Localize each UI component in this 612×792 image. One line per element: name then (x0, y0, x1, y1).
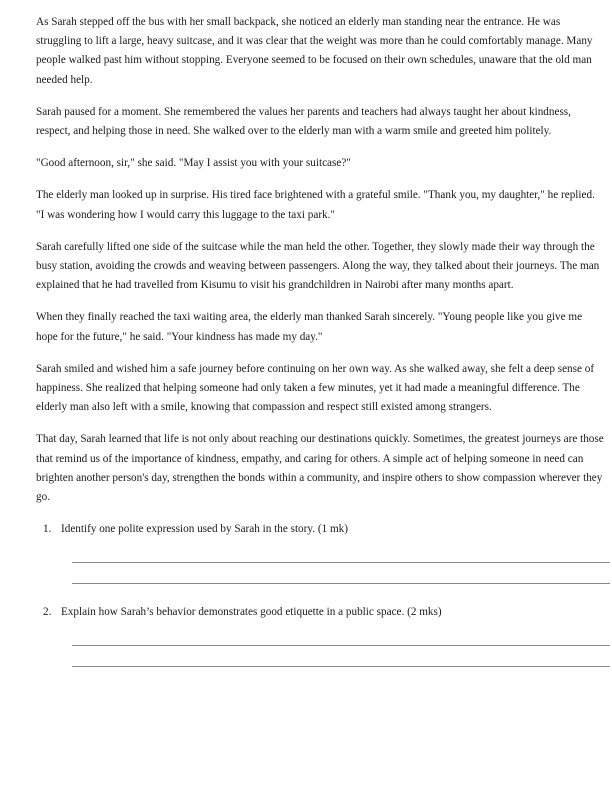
answer-line[interactable] (72, 645, 610, 646)
question-text: Explain how Sarah’s behavior demonstrates good etiquette in a public space. (2 mks) (61, 606, 442, 619)
question-block (36, 521, 604, 584)
question-number: 2. (43, 606, 52, 619)
story-paragraph: That day, Sarah learned that life is not only about reaching our destinations quickly. Sometimes, the greatest journeys are those that remind us of the importance of kindness, empathy, and caring for others. A simple act of helping someone in need can brighten another person's day, strengthen the bonds within a community, and inspire others to show compassion wherever they go. (36, 433, 604, 504)
answer-line[interactable] (72, 583, 610, 584)
question-item (36, 604, 604, 620)
story-paragraph: "Good afternoon, sir," she said. "May I assist you with your suitcase?" (36, 157, 351, 170)
answer-lines (72, 562, 610, 584)
question-block (36, 604, 604, 667)
story-paragraph: As Sarah stepped off the bus with her small backpack, she noticed an elderly man standing near the entrance. He was struggling to lift a large, heavy suitcase, and it was clear that the weight was more than he could comfortably manage. Many people walked past him without stopping. Everyone seemed to be focused on their own schedules, unaware that the old man needed help. (36, 16, 593, 86)
question-text: Identify one polite expression used by Sarah in the story. (1 mk) (61, 523, 348, 536)
story-paragraph: Sarah paused for a moment. She remembered the values her parents and teachers had always taught her about kindness, respect, and helping those in need. She walked over to the elderly man with a warm smile and greeted him politely. (36, 105, 571, 138)
question-list (36, 521, 604, 667)
worksheet-page (36, 13, 604, 687)
answer-line[interactable] (72, 562, 610, 563)
story-passage (36, 13, 604, 507)
answer-lines (72, 645, 610, 667)
story-paragraph: When they finally reached the taxi waiting area, the elderly man thanked Sarah sincerely. "Young people like you give me hope for the future," he said. "Your kindness has made my day." (36, 311, 583, 343)
question-number: 1. (43, 523, 52, 536)
story-paragraph: Sarah smiled and wished him a safe journey before continuing on her own way. As she walked away, she felt a deep sense of happiness. She realized that helping someone had only taken a few minutes, yet it had made a meaningful difference. The elderly man also left with a smile, knowing that compassion and respect still existed among strangers. (36, 362, 595, 414)
story-paragraph: Sarah carefully lifted one side of the suitcase while the man held the other. Together, they slowly made their way through the busy station, avoiding the crowds and weaving between passengers. Along the way, they talked about their journeys. The man explained that he had travelled from Kisumu to visit his grandchildren in Nairobi after many months apart. (36, 240, 600, 292)
question-item (36, 521, 604, 537)
story-paragraph: The elderly man looked up in surprise. His tired face brightened with a grateful smile. "Thank you, my daughter," he replied. "I was wondering how I would carry this luggage to the taxi park." (36, 189, 595, 221)
answer-line[interactable] (72, 666, 610, 667)
